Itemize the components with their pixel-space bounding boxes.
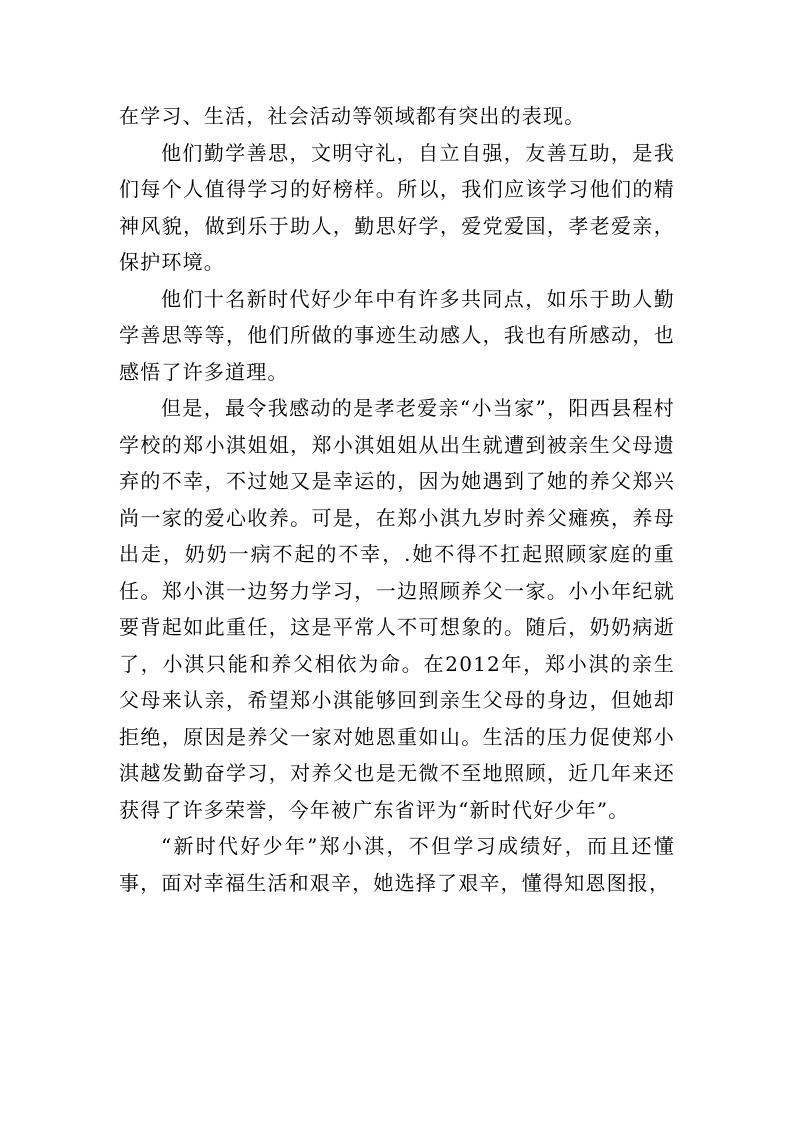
document-body bbox=[119, 98, 675, 901]
paragraph-continuation: 在学习、生活，社会活动等领域都有突出的表现。 bbox=[119, 104, 586, 128]
paragraph-role-models: 他们勤学善思，文明守礼，自立自强，友善互助，是我们每个人值得学习的好榜样。所以，我们应该学习他们的精神风貌，做到乐于助人，勤思好学，爱党爱国，孝老爱亲，保护环境。 bbox=[119, 140, 675, 274]
paragraph-common-points: 他们十名新时代好少年中有许多共同点，如乐于助人勤学善思等等，他们所做的事迹生动感人，我也有所感动，也感悟了许多道理。 bbox=[119, 286, 675, 384]
paragraph-conclusion: “新时代好少年”郑小淇，不但学习成绩好，而且还懂事，面对幸福生活和艰辛，她选择了艰辛，懂得知恩图报， bbox=[119, 834, 675, 895]
paragraph-zheng-xiaoqi-story: 但是，最令我感动的是孝老爱亲“小当家”，阳西县程村学校的郑小淇姐姐，郑小淇姐姐从出生就遭到被亲生父母遗弃的不幸，不过她又是幸运的，因为她遇到了她的养父郑兴尚一家的爱心收养。可是，在郑小淇九岁时养父瘫痪，养母出走，奶奶一病不起的不幸，.她不得不扛起照顾家庭的重任。郑小淇一边努力学习，一边照顾养父一家。小小年纪就要背起如此重任，这是平常人不可想象的。随后，奶奶病逝了，小淇只能和养父相依为命。在2012年，郑小淇的亲生父母来认亲，希望郑小淇能够回到亲生父母的身边，但她却拒绝，原因是养父一家对她恩重如山。生活的压力促使郑小淇越发勤奋学习，对养父也是无微不至地照顾，近几年来还获得了许多荣誉，今年被广东省评为“新时代好少年”。 bbox=[119, 396, 675, 822]
